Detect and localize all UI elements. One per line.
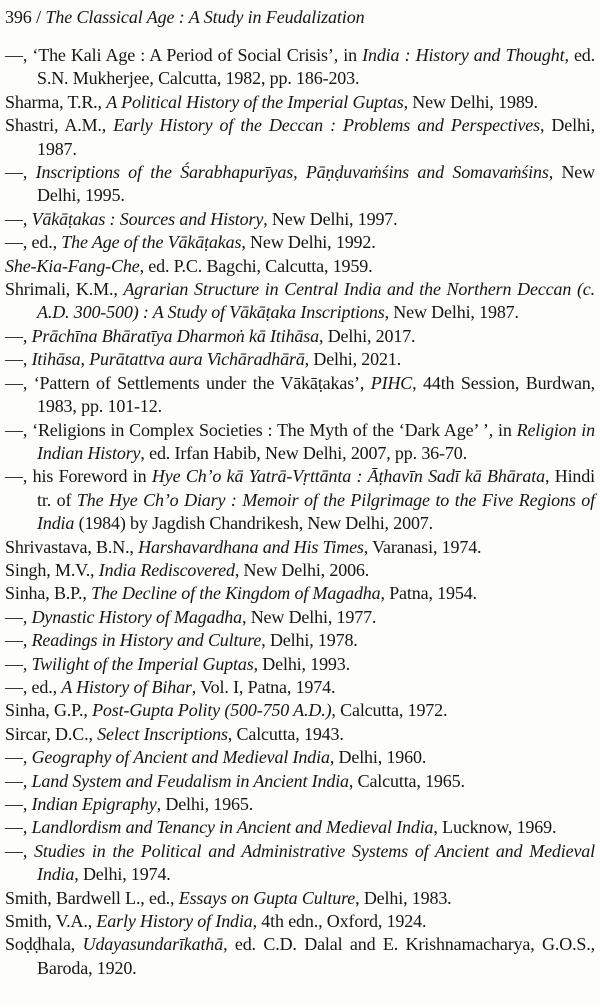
entry-title-segment: Vākāṭakas : Sources and History <box>31 208 264 229</box>
entry-text-segment: , Calcutta, 1972. <box>331 700 448 721</box>
entry-text-segment: —, <box>5 747 32 768</box>
entry-title-segment: The Decline of the Kingdom of Magadha <box>91 583 381 604</box>
bibliography-entry <box>5 582 595 605</box>
entry-text-segment: —, <box>5 840 35 861</box>
bibliography-entry <box>5 770 595 793</box>
entry-title-segment: Prāchīna Bhāratīya Dharmoṅ kā Itihāsa <box>31 325 319 346</box>
entry-text-segment: , 44th Session, Burdwan, 1983, pp. 101-12. <box>37 372 595 417</box>
entry-title-segment: India : History and Thought <box>362 45 565 65</box>
entry-title-segment: Geography of Ancient and Medieval India <box>31 747 330 768</box>
entry-text-segment: , New Delhi, 1977. <box>242 606 377 627</box>
entry-text-segment: , New Delhi, 1987. <box>384 302 519 323</box>
entry-text-segment: —, ‘Pattern of Settlements under the Vākāṭakas’, <box>5 372 371 393</box>
entry-text-segment: , Delhi, 1974. <box>74 864 171 885</box>
entry-text-segment: —, <box>5 162 36 183</box>
entry-title-segment: Twilight of the Imperial Guptas <box>31 653 254 674</box>
entry-text-segment: Sinha, G.P., <box>5 700 93 721</box>
bibliography-entry <box>5 840 595 887</box>
entry-text-segment: , Varanasi, 1974. <box>363 536 482 557</box>
bibliography-entry <box>5 699 595 722</box>
bibliography-entry <box>5 606 595 629</box>
entry-text-segment: , New Delhi, 1997. <box>263 208 398 229</box>
entry-title-segment: Early History of India <box>96 911 253 932</box>
running-title: The Classical Age : A Study in Feudalization <box>45 7 365 27</box>
entry-title-segment: Select Inscriptions <box>97 723 228 744</box>
entry-text-segment: —, ‘Religions in Complex Societies : The Myth of the ‘Dark Age’ ’, in <box>5 419 517 440</box>
entry-text-segment: , ed. S.N. Mukherjee, Calcutta, 1982, pp. 186-203. <box>37 45 596 89</box>
bibliography-entry <box>5 629 595 652</box>
bibliography-entry <box>5 278 595 325</box>
bibliography-entry <box>5 793 595 816</box>
entry-title-segment: Landlordism and Tenancy in Ancient and Medieval India <box>31 817 434 838</box>
bibliography-entry <box>5 114 595 161</box>
entry-text-segment: —, <box>5 630 32 651</box>
entry-text-segment: —, <box>5 770 32 791</box>
entry-title-segment: Early History of the Deccan : Problems and Perspectives <box>113 115 540 136</box>
bibliography-entry <box>5 44 595 91</box>
entry-text-segment: , Delhi, 1960. <box>329 747 427 768</box>
entry-title-segment: India Rediscovered <box>98 559 235 580</box>
entry-text-segment: , New Delhi, 1995. <box>37 162 595 206</box>
entry-text-segment: —, <box>5 794 32 814</box>
entry-text-segment: , Delhi, 2017. <box>319 325 416 346</box>
entry-text-segment: Shrimali, K.M., <box>5 279 124 300</box>
entry-text-segment: (1984) by Jagdish Chandrikesh, New Delhi, 2007. <box>74 513 434 534</box>
entry-text-segment: Smith, Bardwell L., ed., <box>5 887 179 908</box>
bibliography-entry <box>5 465 595 535</box>
entry-text-segment: , Delhi, 1983. <box>355 887 452 908</box>
entry-text-segment: —, <box>5 653 32 674</box>
entry-text-segment: , Patna, 1954. <box>380 583 477 604</box>
entry-text-segment: , Delhi, 1965. <box>156 794 254 814</box>
entry-text-segment: , Vol. I, Patna, 1974. <box>191 676 336 697</box>
entry-text-segment: , Delhi, 1978. <box>261 630 358 651</box>
entry-text-segment: , Lucknow, 1969. <box>433 817 557 838</box>
entry-text-segment: , 4th edn., Oxford, 1924. <box>252 911 427 932</box>
entry-text-segment: , Calcutta, 1965. <box>348 770 465 791</box>
entry-title-segment: Hye Ch’o kā Yatrā-Vṛttānta : Āṭhavīn Sadī kā Bhārata <box>151 466 545 487</box>
bibliography-entry <box>5 559 595 582</box>
entry-title-segment: Essays on Gupta Culture <box>178 887 356 908</box>
entry-text-segment: , Hindi tr. of <box>37 466 595 510</box>
entry-title-segment: Itihāsa, Purātattva aura Vichāradhārā <box>31 349 305 370</box>
entry-title-segment: Dynastic History of Magadha <box>31 606 242 627</box>
bibliography-entry <box>5 653 595 676</box>
entry-text-segment: , Calcutta, 1943. <box>227 723 344 744</box>
entry-title-segment: Religion in Indian History <box>37 419 595 463</box>
entry-title-segment: Harshavardhana and His Times <box>138 536 364 557</box>
bibliography-list <box>5 44 595 980</box>
bibliography-entry <box>5 231 595 254</box>
bibliography-entry <box>5 676 595 699</box>
entry-text-segment: , Delhi, 1993. <box>253 653 350 674</box>
entry-text-segment: , New Delhi, 1989. <box>403 91 538 112</box>
entry-title-segment: Land System and Feudalism in Ancient India <box>31 770 349 791</box>
entry-text-segment: Singh, M.V., <box>5 559 99 580</box>
entry-title-segment: Post-Gupta Polity (500-750 A.D.) <box>92 700 332 721</box>
entry-text-segment: —, <box>5 817 32 838</box>
entry-title-segment: Readings in History and Culture <box>31 630 262 651</box>
entry-text-segment: Shastri, A.M., <box>5 115 114 136</box>
bibliography-entry <box>5 208 595 231</box>
bibliography-entry <box>5 887 595 910</box>
entry-text-segment: , ed. C.D. Dalal and E. Krishnamacharya, G.O.S., Baroda, 1920. <box>37 934 595 978</box>
entry-title-segment: Agrarian Structure in Central India and the Northern Deccan (c. A.D. 300-500) : A Study of Vākāṭaka Inscriptions <box>37 279 595 323</box>
entry-title-segment: She-Kia-Fang-Che <box>5 255 140 276</box>
bibliography-entry <box>5 255 595 278</box>
page-header <box>5 7 595 28</box>
entry-title-segment: Inscriptions of the Śarabhapurīyas, Pāṇḍuvaṁśins and Somavaṁśins <box>35 162 549 183</box>
entry-text-segment: —, <box>5 208 32 229</box>
entry-title-segment: The Hye Ch’o Diary : Memoir of the Pilgrimage to the Five Regions of India <box>37 489 595 534</box>
bibliography-entry <box>5 910 595 933</box>
bibliography-entry <box>5 723 595 746</box>
entry-title-segment: Indian Epigraphy <box>31 794 157 814</box>
bibliography-entry <box>5 161 595 208</box>
entry-text-segment: Sinha, B.P., <box>5 583 92 604</box>
bibliography-entry <box>5 419 595 466</box>
bibliography-entry <box>5 348 595 371</box>
entry-text-segment: —, <box>5 606 32 627</box>
bibliography-entry <box>5 91 595 114</box>
entry-text-segment: —, <box>5 349 32 370</box>
entry-title-segment: Udayasundarīkathā <box>82 934 224 955</box>
entry-title-segment: PIHC <box>370 372 413 393</box>
entry-text-segment: , New Delhi, 2006. <box>234 559 370 580</box>
entry-title-segment: A History of Bihar <box>61 676 192 697</box>
entry-text-segment: Shrivastava, B.N., <box>5 536 139 557</box>
entry-text-segment: , Delhi, 1987. <box>37 115 595 159</box>
entry-text-segment: —, his Foreword in <box>5 466 152 487</box>
entry-text-segment: —, <box>5 325 32 346</box>
entry-text-segment: Smith, V.A., <box>5 911 97 932</box>
page-number: 396 / <box>5 7 46 27</box>
entry-text-segment: —, ed., <box>5 232 62 253</box>
entry-title-segment: Studies in the Political and Administrative Systems of Ancient and Medieval India <box>34 840 595 885</box>
entry-text-segment: , ed. Irfan Habib, New Delhi, 2007, pp. 36-70. <box>140 442 467 463</box>
entry-text-segment: Sircar, D.C., <box>5 723 98 744</box>
entry-text-segment: Soḍḍhala, <box>5 934 83 955</box>
entry-text-segment: Sharma, T.R., <box>5 91 107 112</box>
entry-title-segment: The Age of the Vākāṭakas <box>61 232 242 253</box>
entry-text-segment: —, ‘The Kali Age : A Period of Social Crisis’, in <box>5 45 363 65</box>
bibliography-entry <box>5 933 595 980</box>
entry-text-segment: , Delhi, 2021. <box>304 349 402 370</box>
entry-title-segment: A Political History of the Imperial Guptas <box>106 91 404 112</box>
bibliography-entry <box>5 746 595 769</box>
bibliography-entry <box>5 816 595 839</box>
entry-text-segment: , New Delhi, 1992. <box>241 232 376 253</box>
bibliography-entry <box>5 372 595 419</box>
bibliography-entry <box>5 536 595 559</box>
bibliography-entry <box>5 325 595 348</box>
entry-text-segment: , ed. P.C. Bagchi, Calcutta, 1959. <box>139 255 373 276</box>
entry-text-segment: —, ed., <box>5 676 62 697</box>
